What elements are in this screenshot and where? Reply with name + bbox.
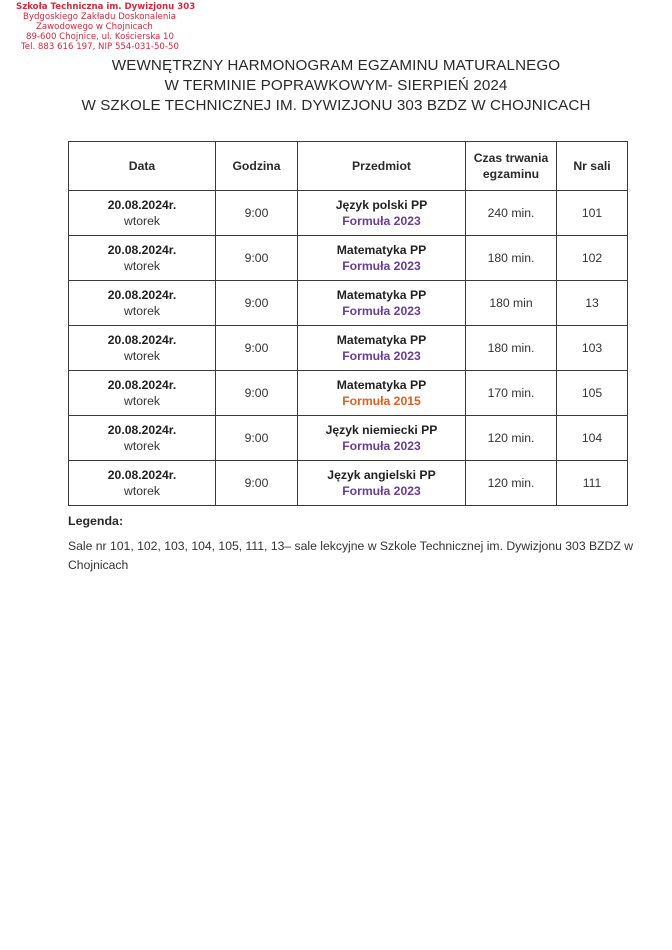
title-line-2: W TERMINIE POPRAWKOWYM- SIERPIEŃ 2024 (164, 77, 508, 94)
exam-day: wtorek (124, 349, 160, 363)
table-row (69, 191, 628, 236)
school-stamp (10, 2, 220, 52)
cell-duration: 120 min. (466, 461, 557, 506)
cell-time: 9:00 (216, 326, 298, 371)
cell-subject (298, 281, 466, 326)
cell-date (69, 281, 216, 326)
table-row (69, 371, 628, 416)
cell-date (69, 461, 216, 506)
cell-duration: 180 min. (466, 326, 557, 371)
cell-duration: 170 min. (466, 371, 557, 416)
table-row (69, 326, 628, 371)
cell-time: 9:00 (216, 281, 298, 326)
exam-day: wtorek (124, 259, 160, 273)
exam-day: wtorek (124, 484, 160, 498)
cell-subject (298, 371, 466, 416)
header-date: Data (69, 142, 216, 191)
exam-subject: Język angielski PP (327, 468, 436, 482)
exam-subject: Matematyka PP (336, 333, 427, 347)
header-duration-line1: Czas trwania (473, 151, 549, 165)
cell-date (69, 191, 216, 236)
header-time: Godzina (216, 142, 298, 191)
cell-subject (298, 461, 466, 506)
legend-text: Sale nr 101, 102, 103, 104, 105, 111, 13– sale lekcyjne w Szkole Technicznej im. Dywizjonu 303 BZDZ w Chojnicach (68, 539, 633, 572)
title-line-3: W SZKOLE TECHNICZNEJ IM. DYWIZJONU 303 BZDZ W CHOJNICACH (81, 97, 591, 114)
exam-formula: Formuła 2023 (342, 439, 421, 453)
cell-date (69, 416, 216, 461)
cell-room: 101 (557, 191, 628, 236)
exam-date: 20.08.2024r. (107, 198, 177, 212)
legend-title: Legenda: (68, 514, 124, 528)
exam-date: 20.08.2024r. (107, 333, 177, 347)
cell-duration: 120 min. (466, 416, 557, 461)
cell-room: 105 (557, 371, 628, 416)
cell-room: 102 (557, 236, 628, 281)
cell-duration: 180 min. (466, 236, 557, 281)
exam-date: 20.08.2024r. (107, 423, 177, 437)
cell-time: 9:00 (216, 236, 298, 281)
exam-formula: Formuła 2023 (342, 484, 421, 498)
table-header-row (69, 142, 628, 191)
exam-subject: Język polski PP (335, 198, 428, 212)
header-duration-line2: egzaminu (482, 167, 540, 181)
stamp-line: Szkoła Techniczna im. Dywizjonu 303 (16, 2, 196, 12)
cell-subject (298, 326, 466, 371)
cell-room: 111 (557, 461, 628, 506)
exam-formula: Formuła 2023 (342, 214, 421, 228)
cell-duration: 180 min (466, 281, 557, 326)
table-row (69, 461, 628, 506)
cell-subject (298, 191, 466, 236)
cell-time: 9:00 (216, 416, 298, 461)
exam-subject: Matematyka PP (336, 288, 427, 302)
exam-day: wtorek (124, 214, 160, 228)
cell-subject (298, 236, 466, 281)
cell-room: 104 (557, 416, 628, 461)
stamp-line: Tel. 883 616 197, NIP 554-031-50-50 (21, 42, 179, 52)
cell-time: 9:00 (216, 371, 298, 416)
exam-subject: Język niemiecki PP (325, 423, 438, 437)
exam-formula: Formuła 2023 (342, 349, 421, 363)
stamp-line: 89-600 Chojnice, ul. Kościerska 10 (26, 32, 174, 42)
exam-day: wtorek (124, 394, 160, 408)
exam-subject: Matematyka PP (336, 378, 427, 392)
cell-date (69, 326, 216, 371)
exam-formula: Formuła 2015 (342, 394, 421, 408)
cell-room: 13 (557, 281, 628, 326)
table-row (69, 236, 628, 281)
header-duration (466, 142, 557, 191)
exam-formula: Formuła 2023 (342, 259, 421, 273)
stamp-line: Bydgoskiego Zakładu Doskonalenia (23, 12, 176, 22)
exam-day: wtorek (124, 439, 160, 453)
cell-time: 9:00 (216, 191, 298, 236)
exam-date: 20.08.2024r. (107, 288, 177, 302)
cell-room: 103 (557, 326, 628, 371)
table-row (69, 281, 628, 326)
cell-duration: 240 min. (466, 191, 557, 236)
cell-date (69, 236, 216, 281)
exam-date: 20.08.2024r. (107, 468, 177, 482)
cell-date (69, 371, 216, 416)
exam-schedule-table (68, 141, 628, 506)
stamp-line: Zawodowego w Chojnicach (36, 22, 153, 32)
cell-subject (298, 416, 466, 461)
exam-date: 20.08.2024r. (107, 378, 177, 392)
cell-time: 9:00 (216, 461, 298, 506)
exam-date: 20.08.2024r. (107, 243, 177, 257)
exam-formula: Formuła 2023 (342, 304, 421, 318)
header-room: Nr sali (557, 142, 628, 191)
exam-subject: Matematyka PP (336, 243, 427, 257)
title-line-1: WEWNĘTRZNY HARMONOGRAM EGZAMINU MATURALNEGO (111, 57, 561, 74)
exam-day: wtorek (124, 304, 160, 318)
header-subject: Przedmiot (298, 142, 466, 191)
document-title (0, 56, 672, 116)
table-row (69, 416, 628, 461)
